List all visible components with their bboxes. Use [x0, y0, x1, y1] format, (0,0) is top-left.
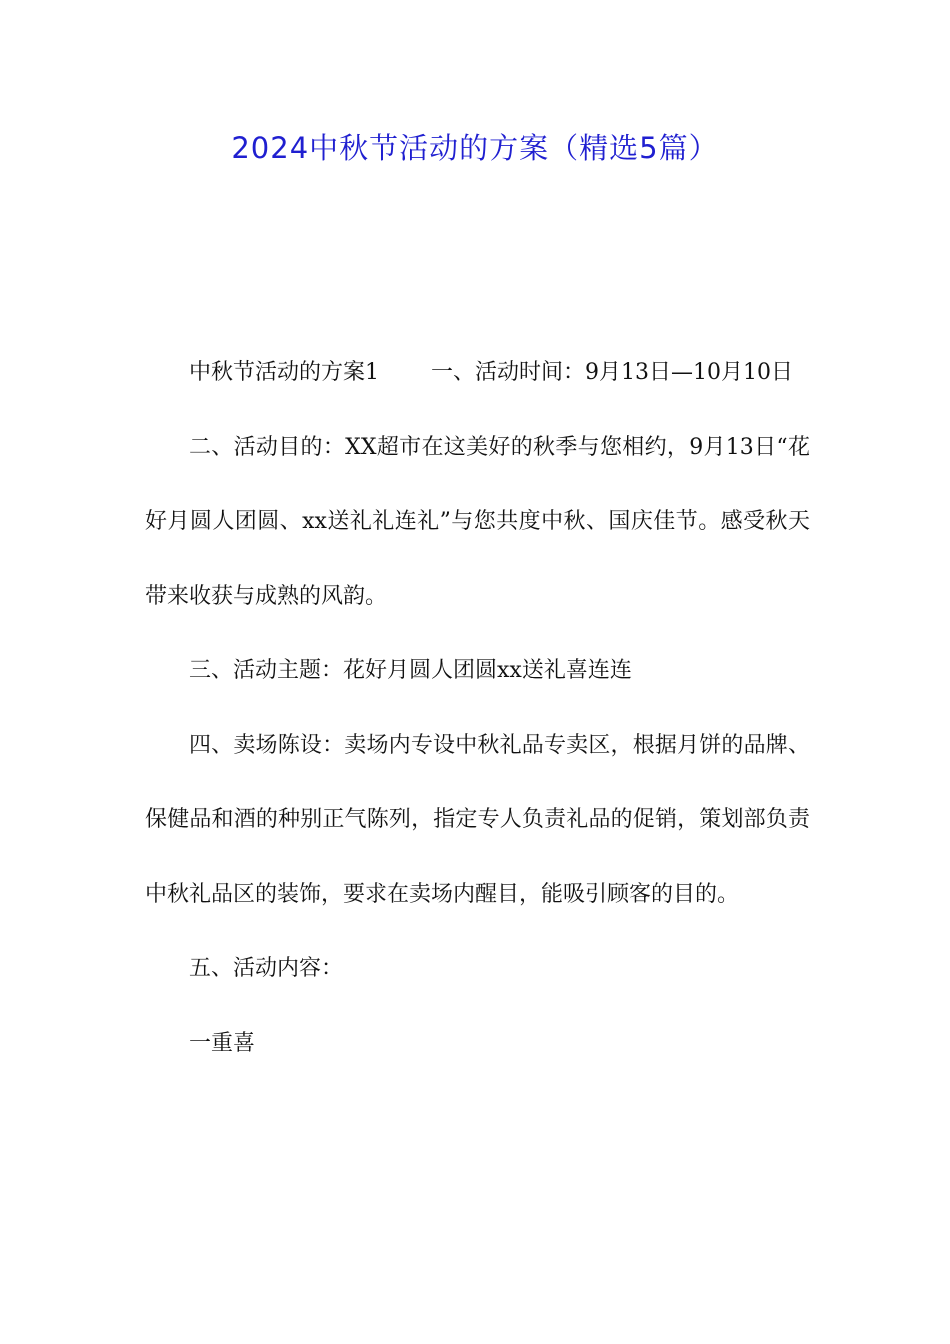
paragraph-6: 一重喜	[189, 1030, 256, 1056]
paragraph-text: 一、活动时间：9月13日—10月10日	[431, 360, 793, 385]
document-body	[145, 336, 810, 1081]
paragraph-4: 四、卖场陈设：卖场内专设中秋礼品专卖区，根据月饼的品牌、保健品和酒的种别正气陈列，指定专人负责礼品的促销，策划部负责中秋礼品区的装饰，要求在卖场内醒目，能吸引顾客的目的。	[145, 732, 810, 907]
section-label: 中秋节活动的方案1	[189, 360, 379, 385]
paragraph-3: 三、活动主题：花好月圆人团圆xx送礼喜连连	[189, 658, 632, 683]
document-title: 2024中秋节活动的方案（精选5篇）	[231, 131, 719, 165]
paragraph-5: 五、活动内容：	[189, 956, 344, 981]
paragraph-1	[145, 336, 810, 411]
paragraph-2: 二、活动目的：XX超市在这美好的秋季与您相约，9月13日“花好月圆人团圆、xx送礼礼连礼”与您共度中秋、国庆佳节。感受秋天带来收获与成熟的风韵。	[145, 434, 810, 609]
